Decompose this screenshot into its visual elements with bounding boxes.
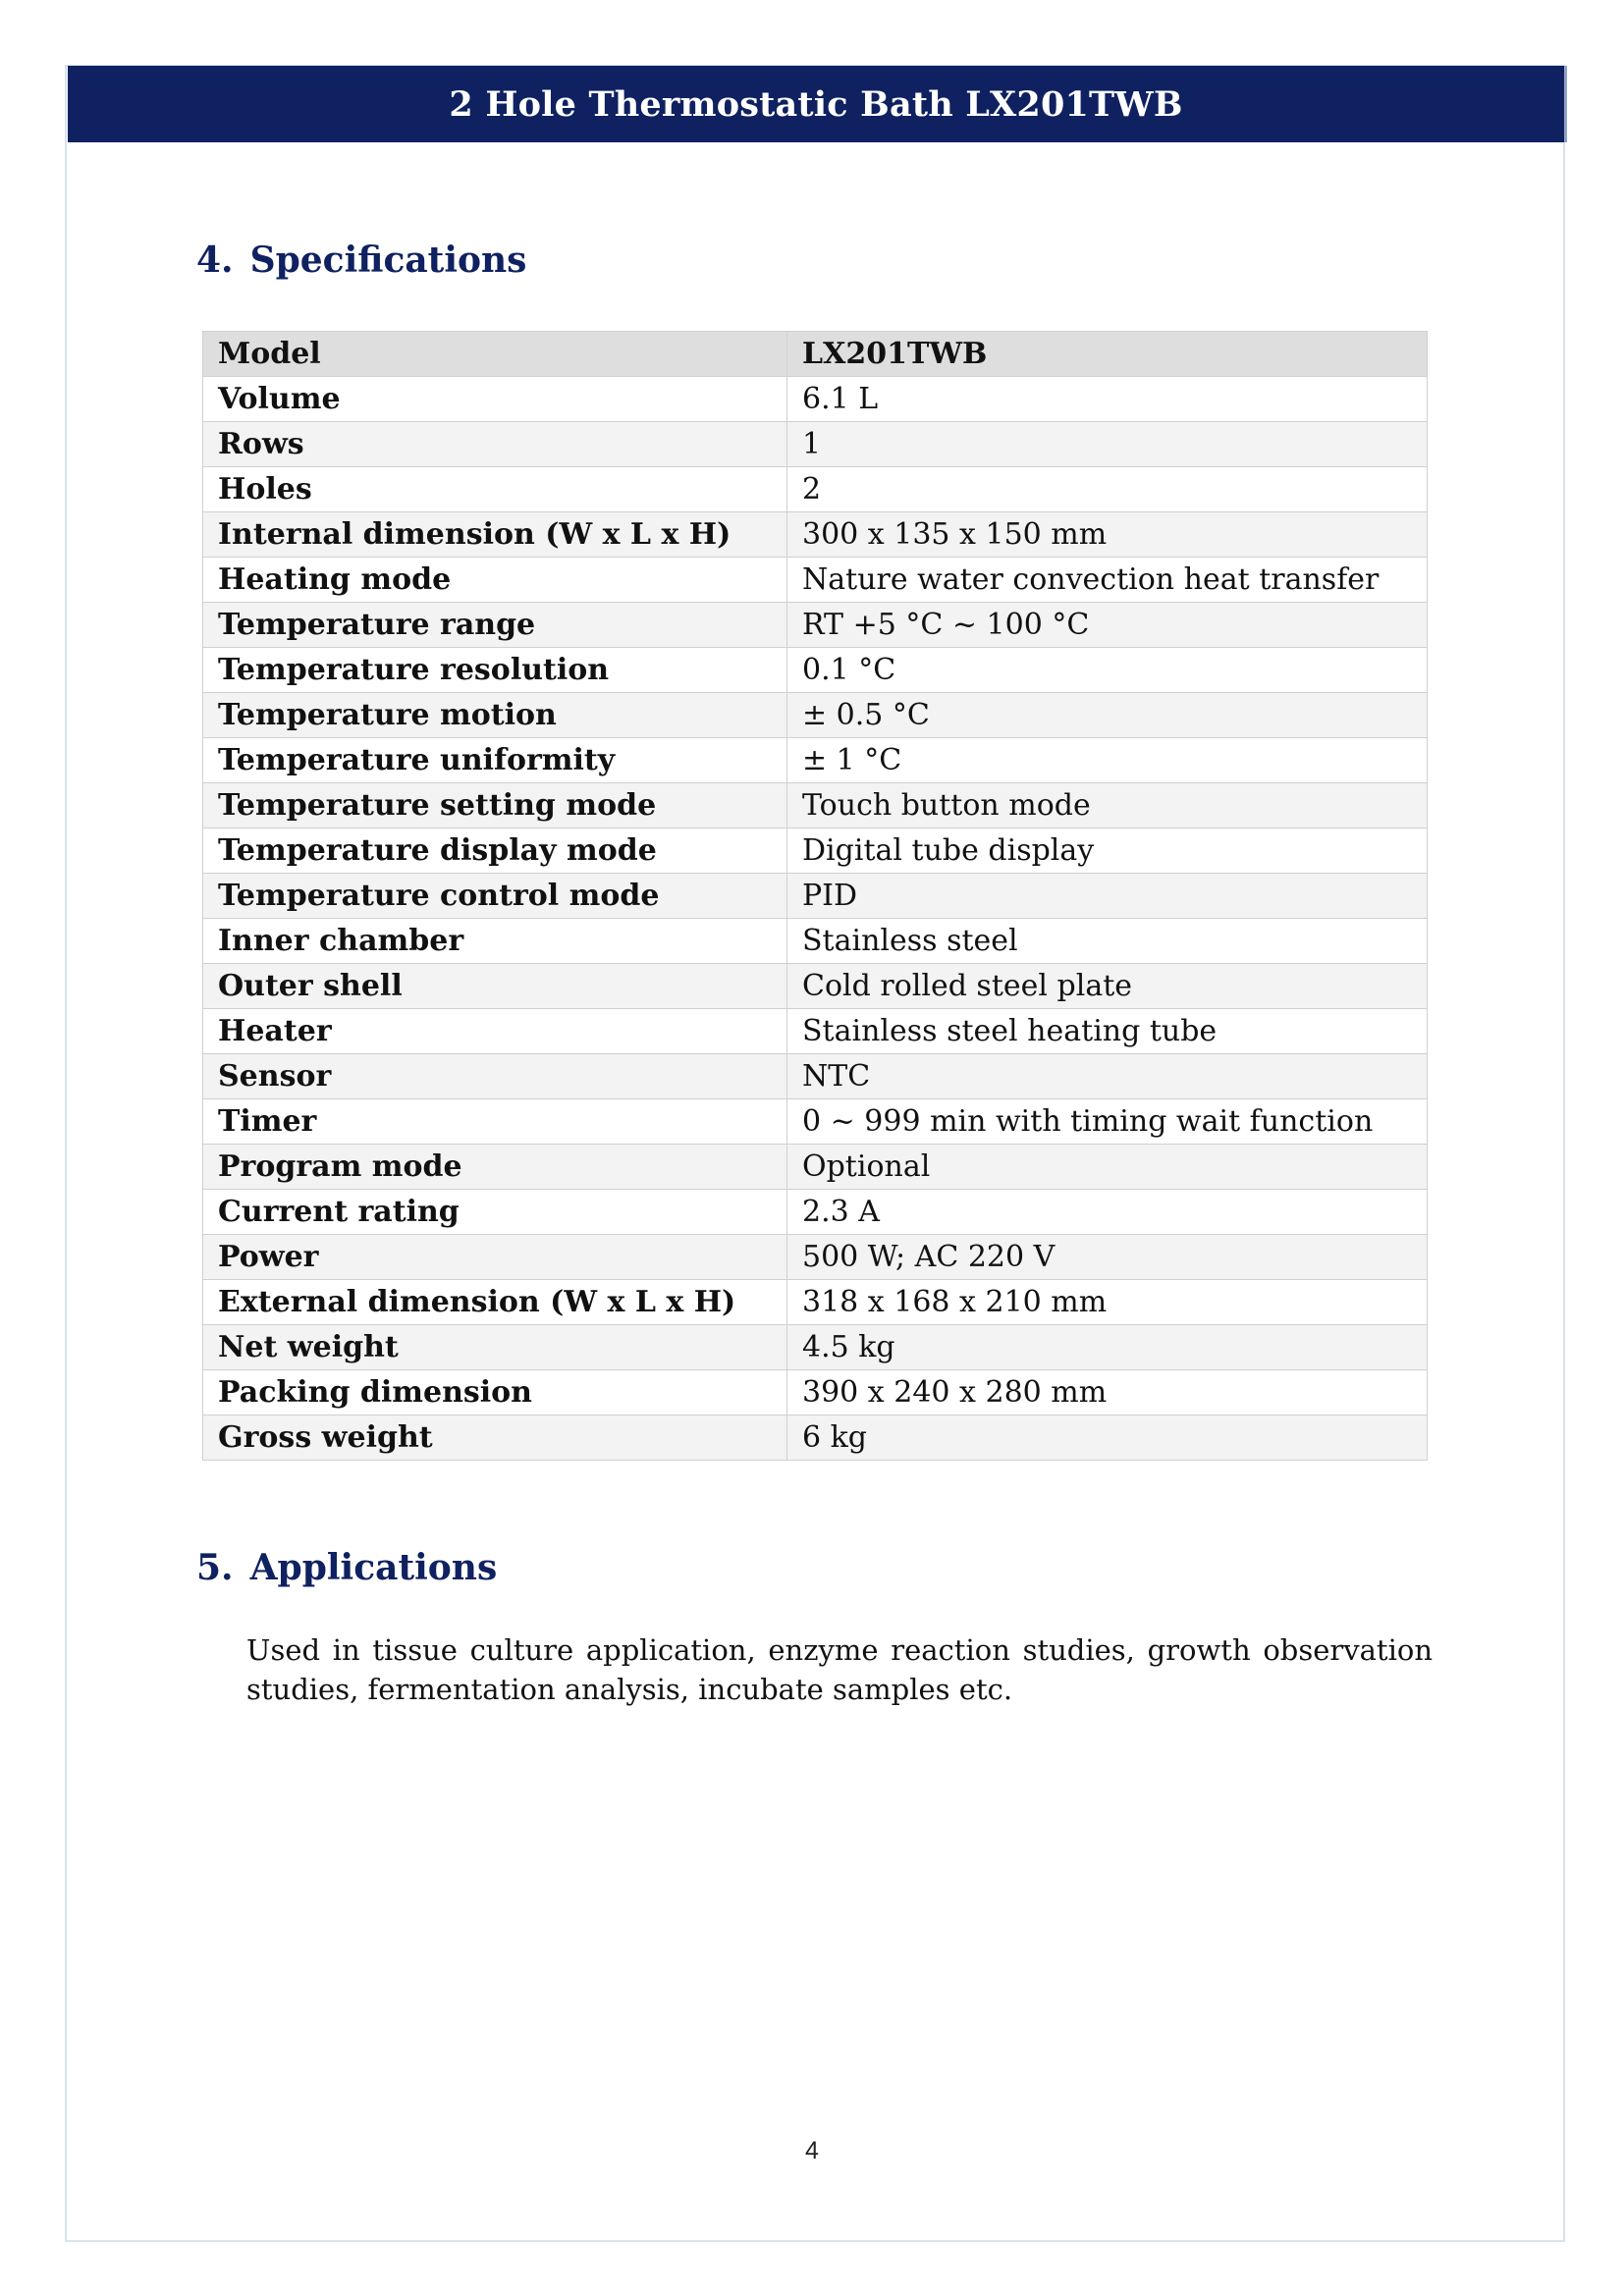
spec-value: Optional — [787, 1145, 1428, 1190]
table-row — [203, 1280, 1428, 1325]
spec-value: 0.1 °C — [787, 648, 1428, 693]
spec-label: Heater — [203, 1009, 787, 1054]
spec-label: Power — [203, 1235, 787, 1280]
spec-label: Temperature control mode — [203, 874, 787, 919]
table-row — [203, 1415, 1428, 1461]
table-row — [203, 919, 1428, 964]
spec-value: 4.5 kg — [787, 1325, 1428, 1370]
table-row — [203, 964, 1428, 1009]
section-number: 4. — [196, 240, 234, 281]
spec-value: 1 — [787, 422, 1428, 467]
table-row — [203, 1190, 1428, 1235]
spec-value: 6.1 L — [787, 377, 1428, 422]
table-row — [203, 603, 1428, 648]
spec-value: 0 ~ 999 min with timing wait function — [787, 1099, 1428, 1145]
table-row — [203, 1099, 1428, 1145]
spec-label: Current rating — [203, 1190, 787, 1235]
spec-label: Sensor — [203, 1054, 787, 1099]
spec-value: Stainless steel heating tube — [787, 1009, 1428, 1054]
spec-label: External dimension (W x L x H) — [203, 1280, 787, 1325]
table-row — [203, 828, 1428, 874]
spec-label: Temperature motion — [203, 693, 787, 738]
spec-value: 300 x 135 x 150 mm — [787, 512, 1428, 558]
spec-label: Temperature display mode — [203, 828, 787, 874]
table-row — [203, 512, 1428, 558]
spec-value: NTC — [787, 1054, 1428, 1099]
spec-label: Program mode — [203, 1145, 787, 1190]
spec-value: 390 x 240 x 280 mm — [787, 1370, 1428, 1415]
table-row — [203, 783, 1428, 828]
spec-value: 318 x 168 x 210 mm — [787, 1280, 1428, 1325]
table-row — [203, 422, 1428, 467]
spec-label: Timer — [203, 1099, 787, 1145]
spec-label: Volume — [203, 377, 787, 422]
spec-label: Outer shell — [203, 964, 787, 1009]
spec-label: Temperature resolution — [203, 648, 787, 693]
specifications-table — [202, 331, 1428, 1461]
spec-label: Temperature setting mode — [203, 783, 787, 828]
applications-heading — [196, 1547, 497, 1588]
document-title: 2 Hole Thermostatic Bath LX201TWB — [449, 83, 1183, 125]
table-row — [203, 467, 1428, 512]
spec-label: Model — [203, 332, 787, 377]
table-row — [203, 1235, 1428, 1280]
spec-value: ± 1 °C — [787, 738, 1428, 783]
table-row — [203, 1145, 1428, 1190]
spec-label: Temperature uniformity — [203, 738, 787, 783]
spec-label: Inner chamber — [203, 919, 787, 964]
table-row — [203, 738, 1428, 783]
spec-value: Touch button mode — [787, 783, 1428, 828]
table-row — [203, 558, 1428, 603]
table-row — [203, 693, 1428, 738]
table-row — [203, 1325, 1428, 1370]
spec-label: Packing dimension — [203, 1370, 787, 1415]
spec-value: 2.3 A — [787, 1190, 1428, 1235]
spec-value: LX201TWB — [787, 332, 1428, 377]
spec-value: 2 — [787, 467, 1428, 512]
spec-value: Nature water convection heat transfer — [787, 558, 1428, 603]
spec-label: Internal dimension (W x L x H) — [203, 512, 787, 558]
table-row — [203, 1370, 1428, 1415]
spec-label: Gross weight — [203, 1415, 787, 1461]
spec-label: Holes — [203, 467, 787, 512]
spec-value: Digital tube display — [787, 828, 1428, 874]
spec-label: Temperature range — [203, 603, 787, 648]
spec-value: Cold rolled steel plate — [787, 964, 1428, 1009]
spec-value: ± 0.5 °C — [787, 693, 1428, 738]
table-row — [203, 377, 1428, 422]
applications-paragraph: Used in tissue culture application, enzyme reaction studies, growth observation studies, fermentation analysis, incubate samples etc. — [246, 1633, 1433, 1706]
page-number: 4 — [805, 2137, 819, 2164]
spec-value: 500 W; AC 220 V — [787, 1235, 1428, 1280]
table-header-row — [203, 332, 1428, 377]
spec-label: Net weight — [203, 1325, 787, 1370]
spec-label: Rows — [203, 422, 787, 467]
spec-value: Stainless steel — [787, 919, 1428, 964]
specifications-heading — [196, 240, 526, 281]
table-row — [203, 1009, 1428, 1054]
table-row — [203, 648, 1428, 693]
table-row — [203, 1054, 1428, 1099]
table-row — [203, 874, 1428, 919]
section-number: 5. — [196, 1547, 234, 1588]
section-title: Specifications — [249, 240, 527, 281]
title-bar — [68, 66, 1564, 142]
spec-label: Heating mode — [203, 558, 787, 603]
spec-value: RT +5 °C ~ 100 °C — [787, 603, 1428, 648]
spec-value: PID — [787, 874, 1428, 919]
section-title: Applications — [249, 1547, 498, 1588]
spec-value: 6 kg — [787, 1415, 1428, 1461]
